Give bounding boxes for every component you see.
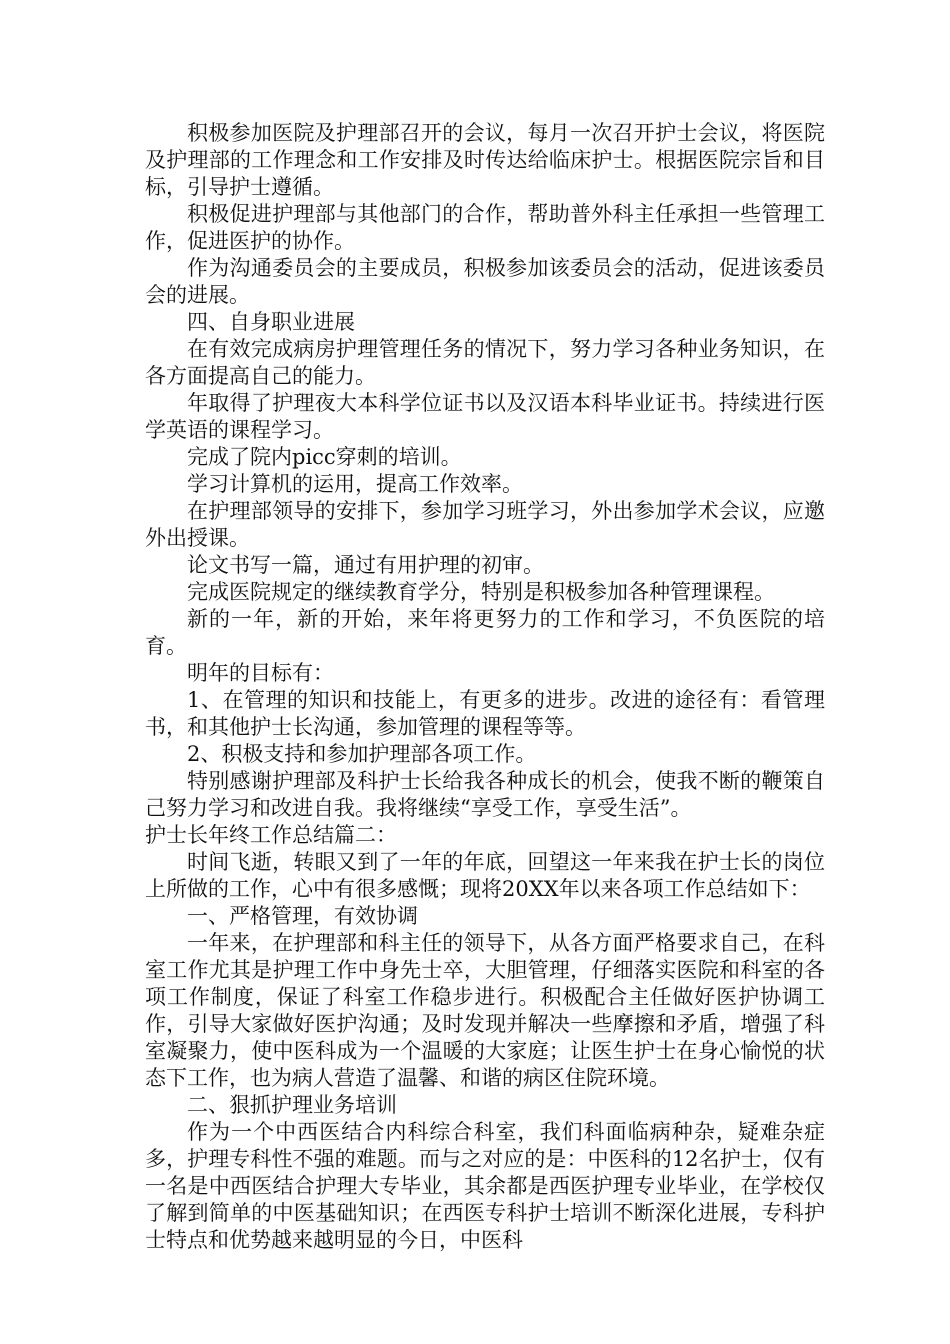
paragraph: 新的一年，新的开始，来年将更努力的工作和学习，不负医院的培育。 — [145, 607, 825, 658]
paragraph: 时间飞逝，转眼又到了一年的年底，回望这一年来我在护士长的岗位上所做的工作，心中有很多感慨；现将20XX年以来各项工作总结如下： — [145, 850, 825, 901]
document-body — [145, 120, 825, 1254]
paragraph: 明年的目标有： — [187, 661, 334, 685]
article-title: 护士长年终工作总结篇二： — [145, 823, 397, 847]
section-heading: 四、自身职业进展 — [187, 310, 355, 334]
paragraph: 学习计算机的运用，提高工作效率。 — [187, 472, 523, 496]
paragraph: 积极促进护理部与其他部门的合作，帮助普外科主任承担一些管理工作，促进医护的协作。 — [145, 202, 825, 253]
paragraph: 在护理部领导的安排下，参加学习班学习，外出参加学术会议，应邀外出授课。 — [145, 499, 825, 550]
list-item: 1、在管理的知识和技能上，有更多的进步。改进的途径有：看管理书，和其他护士长沟通，参加管理的课程等等。 — [145, 688, 825, 739]
paragraph: 特别感谢护理部及科护士长给我各种成长的机会，使我不断的鞭策自己努力学习和改进自我。我将继续“享受工作，享受生活”。 — [145, 769, 825, 820]
paragraph: 完成了院内picc穿刺的培训。 — [187, 445, 462, 469]
paragraph: 积极参加医院及护理部召开的会议，每月一次召开护士会议，将医院及护理部的工作理念和工作安排及时传达给临床护士。根据医院宗旨和目标，引导护士遵循。 — [145, 121, 825, 199]
paragraph: 作为一个中西医结合内科综合科室，我们科面临病种杂，疑难杂症多，护理专科性不强的难题。而与之对应的是：中医科的12名护士，仅有一名是中西医结合护理大专毕业，其余都是西医护理专业毕业，在学校仅了解到简单的中医基础知识；在西医专科护士培训不断深化进展，专科护士特点和优势越来越明显的今日，中医科 — [145, 1120, 825, 1252]
paragraph: 一年来，在护理部和科主任的领导下，从各方面严格要求自己，在科室工作尤其是护理工作中身先士卒，大胆管理，仔细落实医院和科室的各项工作制度，保证了科室工作稳步进行。积极配合主任做好医护协调工作，引导大家做好医护沟通；及时发现并解决一些摩擦和矛盾，增强了科室凝聚力，使中医科成为一个温暖的大家庭；让医生护士在身心愉悦的状态下工作，也为病人营造了温馨、和谐的病区住院环境。 — [145, 931, 825, 1090]
paragraph: 论文书写一篇，通过有用护理的初审。 — [187, 553, 544, 577]
paragraph: 作为沟通委员会的主要成员，积极参加该委员会的活动，促进该委员会的进展。 — [145, 256, 825, 307]
list-item: 2、积极支持和参加护理部各项工作。 — [187, 742, 537, 766]
paragraph: 年取得了护理夜大本科学位证书以及汉语本科毕业证书。持续进行医学英语的课程学习。 — [145, 391, 825, 442]
section-heading: 一、严格管理，有效协调 — [187, 904, 418, 928]
paragraph: 完成医院规定的继续教育学分，特别是积极参加各种管理课程。 — [187, 580, 775, 604]
section-heading: 二、狠抓护理业务培训 — [187, 1093, 397, 1117]
paragraph: 在有效完成病房护理管理任务的情况下，努力学习各种业务知识，在各方面提高自己的能力。 — [145, 337, 825, 388]
